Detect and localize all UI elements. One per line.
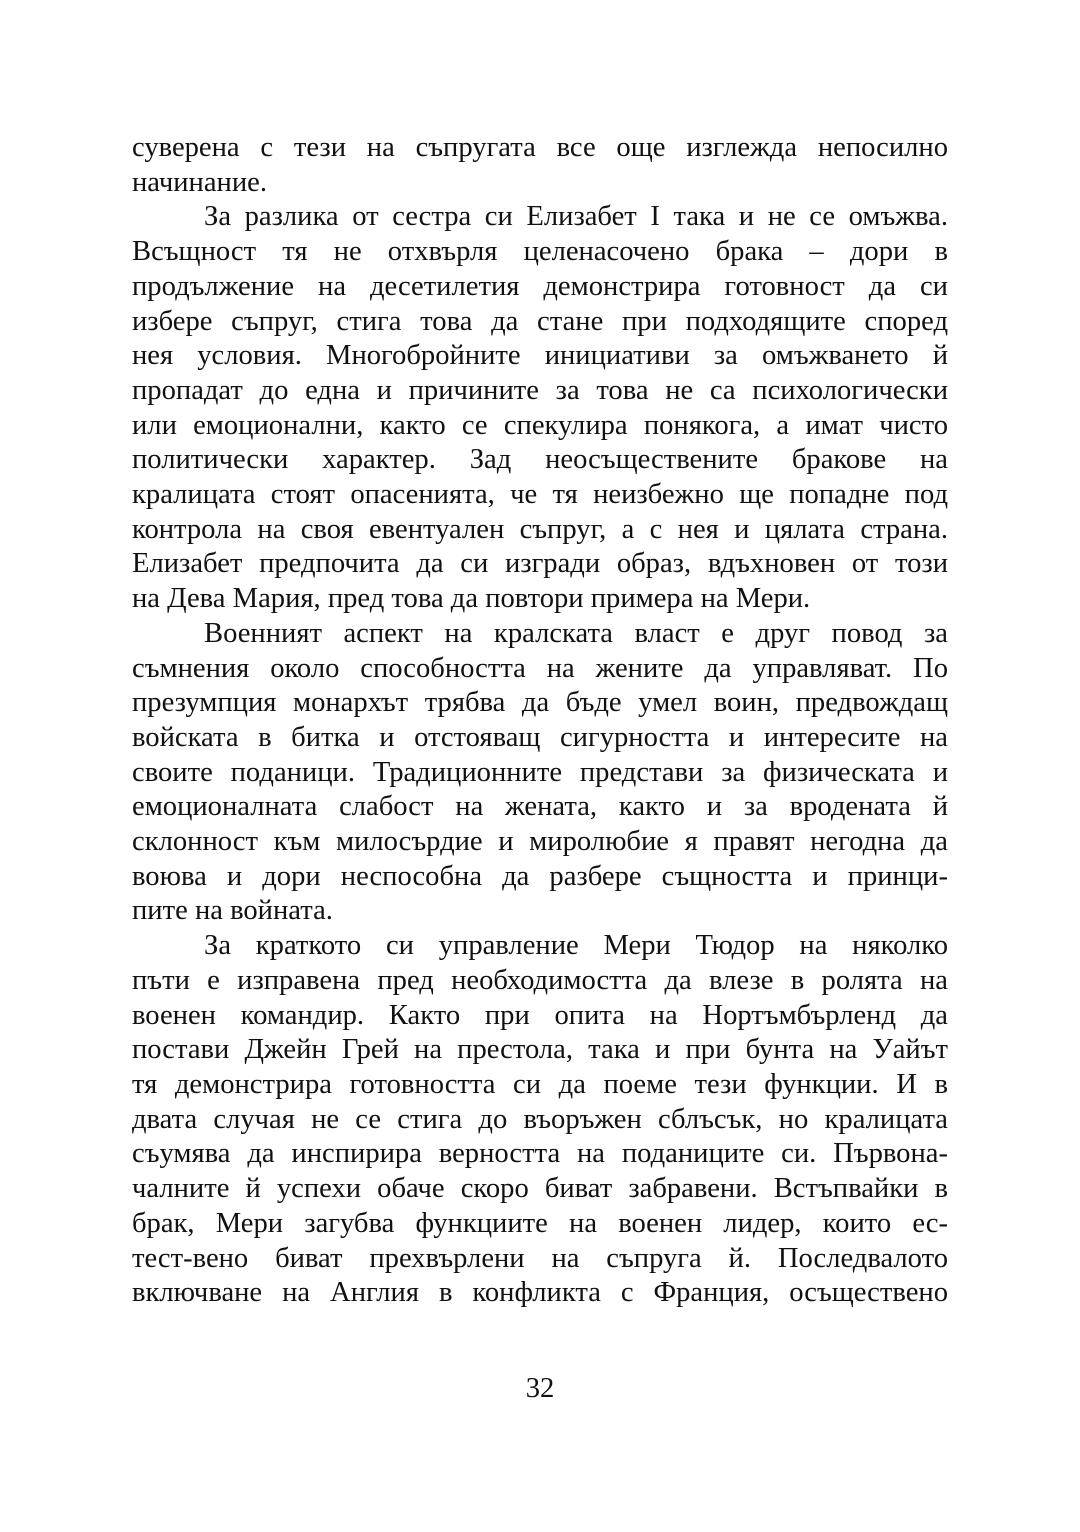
text-line: пите на войната. [132, 895, 333, 927]
text-line: чалните й успехи обаче скоро биват забравени. Встъпвайки в [132, 1173, 948, 1205]
text-line: двата случая не се стига до въоръжен сблъсък, но кралицата [132, 1103, 948, 1135]
text-line: политически характер. Зад неосъществените бракове на [132, 444, 948, 476]
text-line: войската в битка и отстояващ сигурността и интересите на [132, 721, 948, 753]
text-line: продължение на десетилетия демонстрира готовност да си [132, 270, 948, 302]
page-number: 32 [525, 1373, 555, 1404]
text-line: на Дева Мария, пред това да повтори примера на Мери. [132, 583, 811, 615]
text-line: емоционалната слабост на жената, както и за вродената й [132, 791, 948, 823]
text-line: тест-вено биват прехвърлени на съпруга й. Последвалото [132, 1242, 948, 1274]
text-line: пропадат до една и причините за това не са психологически [132, 374, 948, 406]
text-line: Елизабет предпочита да си изгради образ, вдъхновен от този [132, 548, 948, 580]
text-line: презумпция монархът трябва да бъде умел воин, предвождащ [132, 687, 948, 719]
text-line: избере съпруг, стига това да стане при подходящите според [132, 305, 948, 337]
text-line: съумява да инспирира верността на поданиците си. Първона- [132, 1138, 948, 1170]
text-line: съмнения около способността на жените да управляват. По [132, 652, 948, 684]
text-line: военен командир. Както при опита на Нортъмбърленд да [132, 999, 948, 1031]
text-line: За разлика от сестра си Елизабет I така и не се омъжва. [204, 201, 948, 233]
page-body [132, 131, 948, 1311]
text-line: контрола на своя евентуален съпруг, а с нея и цялата страна. [132, 513, 948, 545]
text-line: Военният аспект на кралската власт е друг повод за [204, 617, 948, 649]
text-line: суверена с тези на съпругата все още изглежда непосилно [132, 132, 948, 163]
text-line: начинание. [132, 166, 267, 198]
text-line: постави Джейн Грей на престола, така и при бунта на Уайът [132, 1034, 948, 1066]
paragraph-2 [132, 200, 948, 616]
text-line: За краткото си управление Мери Тюдор на няколко [204, 930, 948, 962]
paragraph-1 [132, 131, 948, 200]
text-line: или емоционални, както се спекулира понякога, а имат чисто [132, 409, 948, 441]
text-line: своите поданици. Традиционните представи за физическата и [132, 756, 948, 788]
text-line: пъти е изправена пред необходимостта да влезе в ролята на [132, 964, 948, 996]
text-line: склонност към милосърдие и миролюбие я правят негодна да [132, 826, 948, 858]
paragraph-4 [132, 929, 948, 1311]
paragraph-3 [132, 617, 948, 929]
text-line: брак, Мери загубва функциите на военен лидер, които ес- [132, 1207, 948, 1239]
text-line: включване на Англия в конфликта с Франция, осъществено [132, 1277, 948, 1309]
text-line: кралицата стоят опасенията, че тя неизбежно ще попадне под [132, 479, 948, 511]
text-line: тя демонстрира готовността си да поеме тези функции. И в [132, 1068, 948, 1100]
text-line: Всъщност тя не отхвърля целенасочено брака – дори в [132, 236, 948, 268]
text-line: нея условия. Многобройните инициативи за омъжването й [132, 340, 948, 372]
text-line: воюва и дори неспособна да разбере същността и принци- [132, 860, 948, 892]
